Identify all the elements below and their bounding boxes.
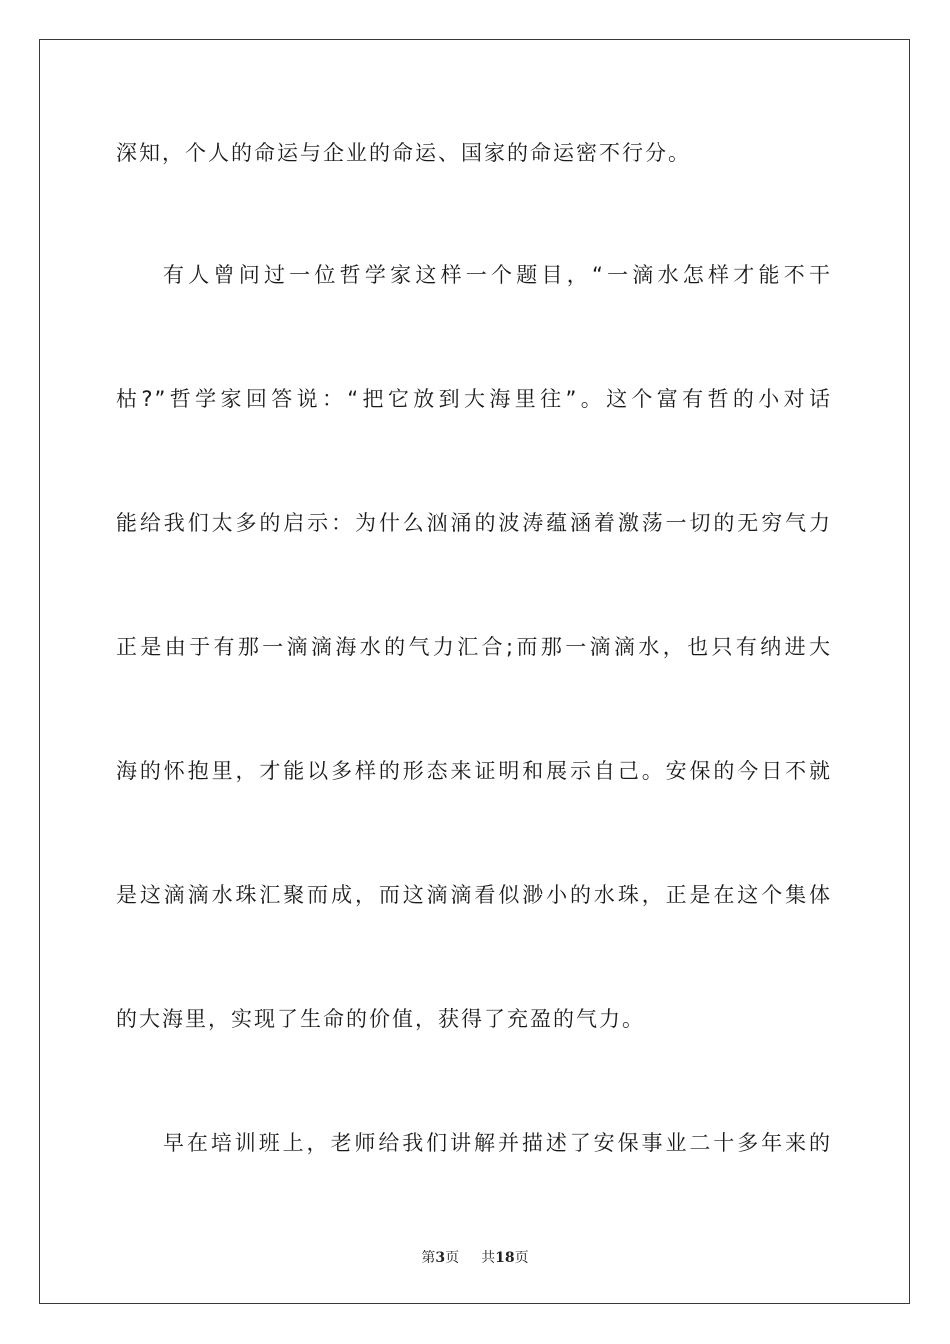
body-line-7: 是这滴滴水珠汇聚而成，而这滴滴看似渺小的水珠，正是在这个集体 bbox=[116, 883, 832, 907]
page-border bbox=[39, 39, 910, 1304]
body-line-1: 深知，个人的命运与企业的命运、国家的命运密不行分。 bbox=[116, 141, 691, 165]
body-line-4: 能给我们太多的启示：为什么汹涌的波涛蕴涵着激荡一切的无穷气力 bbox=[116, 511, 832, 535]
body-line-5: 正是由于有那一滴滴海水的气力汇合;而那一滴滴水，也只有纳进大 bbox=[116, 635, 832, 659]
page-suffix: 页 bbox=[445, 1250, 460, 1266]
page-prefix: 第 bbox=[421, 1250, 436, 1266]
body-line-9: 早在培训班上，老师给我们讲解并描述了安保事业二十多年来的 bbox=[163, 1131, 832, 1155]
body-line-8: 的大海里，实现了生命的价值，获得了充盈的气力。 bbox=[116, 1007, 645, 1031]
total-suffix: 页 bbox=[514, 1250, 529, 1266]
body-line-2: 有人曾问过一位哲学家这样一个题目，“一滴水怎样才能不干 bbox=[163, 263, 832, 287]
page-footer bbox=[0, 1247, 950, 1267]
current-page-number: 3 bbox=[435, 1250, 446, 1266]
body-line-3: 枯?”哲学家回答说：“把它放到大海里往”。这个富有哲的小对话 bbox=[116, 387, 832, 411]
total-page-count: 18 bbox=[495, 1250, 515, 1266]
total-prefix: 共 bbox=[481, 1250, 496, 1266]
body-line-6: 海的怀抱里，才能以多样的形态来证明和展示自己。安保的今日不就 bbox=[116, 759, 832, 783]
